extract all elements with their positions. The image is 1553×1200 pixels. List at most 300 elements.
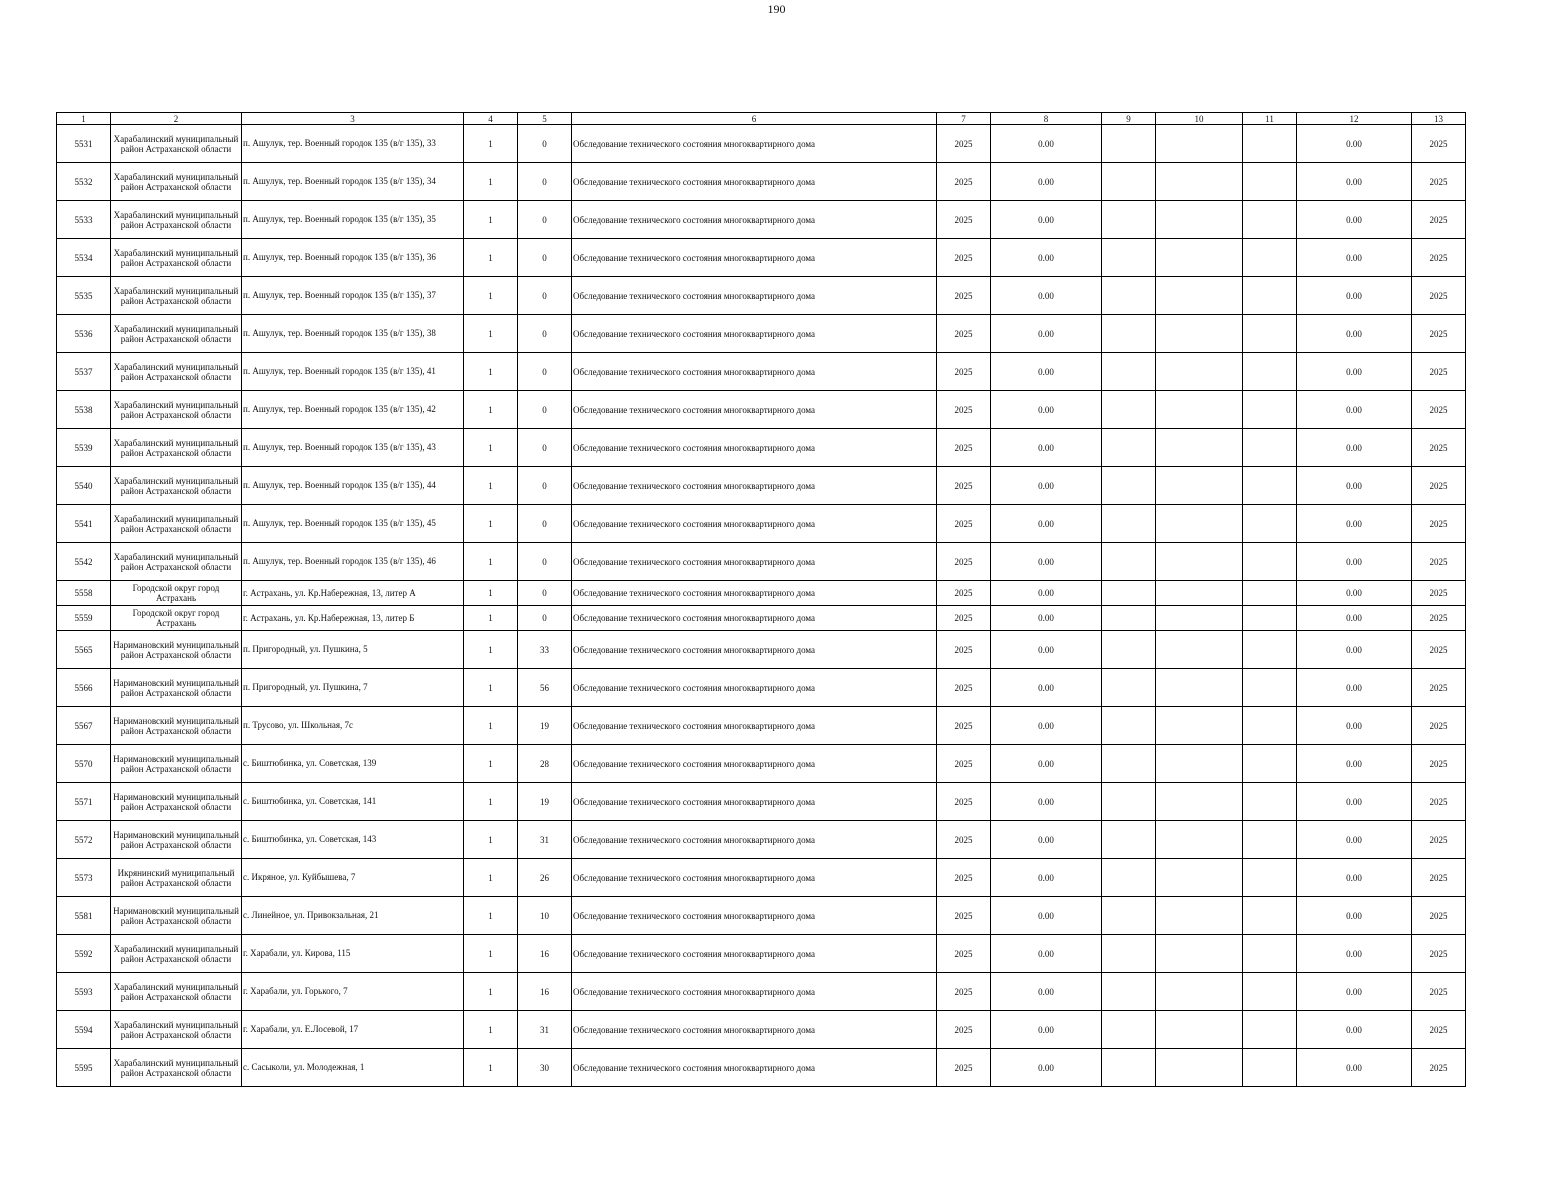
cell-col12: 0.00 — [1297, 315, 1412, 353]
cell-col4: 1 — [464, 606, 518, 631]
cell-col5: 56 — [518, 669, 572, 707]
district: Харабалинский муниципальный район Астраханской области — [111, 201, 242, 239]
row-id: 5595 — [57, 1049, 111, 1087]
work-type: Обследование технического состояния многоквартирного дома — [572, 897, 937, 935]
district: Харабалинский муниципальный район Астраханской области — [111, 239, 242, 277]
cell-col9 — [1102, 391, 1156, 429]
cell-col5: 0 — [518, 467, 572, 505]
cell-col10 — [1156, 1011, 1243, 1049]
address: г. Харабали, ул. Горького, 7 — [242, 973, 464, 1011]
cost: 0.00 — [991, 429, 1102, 467]
cell-col10 — [1156, 505, 1243, 543]
table-row — [57, 1011, 1466, 1049]
year: 2025 — [937, 821, 991, 859]
cell-col5: 0 — [518, 429, 572, 467]
district: Харабалинский муниципальный район Астраханской области — [111, 163, 242, 201]
cell-col10 — [1156, 277, 1243, 315]
table-row — [57, 277, 1466, 315]
address: с. Икряное, ул. Куйбышева, 7 — [242, 859, 464, 897]
cost: 0.00 — [991, 935, 1102, 973]
cell-col12: 0.00 — [1297, 125, 1412, 163]
row-id: 5537 — [57, 353, 111, 391]
table-row — [57, 973, 1466, 1011]
cell-col11 — [1243, 239, 1297, 277]
row-id: 5572 — [57, 821, 111, 859]
district: Харабалинский муниципальный район Астраханской области — [111, 1011, 242, 1049]
cell-col13: 2025 — [1412, 125, 1466, 163]
cell-col5: 0 — [518, 353, 572, 391]
year: 2025 — [937, 859, 991, 897]
address: п. Пригородный, ул. Пушкина, 7 — [242, 669, 464, 707]
cell-col13: 2025 — [1412, 973, 1466, 1011]
cell-col5: 31 — [518, 821, 572, 859]
district: Харабалинский муниципальный район Астраханской области — [111, 973, 242, 1011]
cell-col4: 1 — [464, 125, 518, 163]
cell-col5: 19 — [518, 707, 572, 745]
district: Харабалинский муниципальный район Астраханской области — [111, 315, 242, 353]
row-id: 5531 — [57, 125, 111, 163]
cell-col9 — [1102, 631, 1156, 669]
cell-col4: 1 — [464, 467, 518, 505]
district: Наримановский муниципальный район Астраханской области — [111, 707, 242, 745]
cell-col12: 0.00 — [1297, 543, 1412, 581]
district: Харабалинский муниципальный район Астраханской области — [111, 935, 242, 973]
table-row — [57, 707, 1466, 745]
table-row — [57, 505, 1466, 543]
row-id: 5559 — [57, 606, 111, 631]
cost: 0.00 — [991, 467, 1102, 505]
work-type: Обследование технического состояния многоквартирного дома — [572, 201, 937, 239]
table-row — [57, 1049, 1466, 1087]
address: п. Трусово, ул. Школьная, 7с — [242, 707, 464, 745]
column-header: 2 — [111, 113, 242, 125]
work-type: Обследование технического состояния многоквартирного дома — [572, 125, 937, 163]
cell-col13: 2025 — [1412, 821, 1466, 859]
cell-col11 — [1243, 631, 1297, 669]
cell-col5: 0 — [518, 239, 572, 277]
cell-col12: 0.00 — [1297, 745, 1412, 783]
district: Городской округ город Астрахань — [111, 606, 242, 631]
cell-col13: 2025 — [1412, 315, 1466, 353]
row-id: 5581 — [57, 897, 111, 935]
cell-col9 — [1102, 606, 1156, 631]
year: 2025 — [937, 239, 991, 277]
address: п. Ашулук, тер. Военный городок 135 (в/г 135), 43 — [242, 429, 464, 467]
column-header: 4 — [464, 113, 518, 125]
cost: 0.00 — [991, 1011, 1102, 1049]
cell-col4: 1 — [464, 897, 518, 935]
year: 2025 — [937, 606, 991, 631]
column-header: 3 — [242, 113, 464, 125]
cell-col13: 2025 — [1412, 239, 1466, 277]
cell-col13: 2025 — [1412, 631, 1466, 669]
cell-col4: 1 — [464, 707, 518, 745]
cost: 0.00 — [991, 821, 1102, 859]
cost: 0.00 — [991, 163, 1102, 201]
cost: 0.00 — [991, 315, 1102, 353]
cell-col9 — [1102, 821, 1156, 859]
address: п. Ашулук, тер. Военный городок 135 (в/г 135), 33 — [242, 125, 464, 163]
cell-col10 — [1156, 606, 1243, 631]
table-row — [57, 201, 1466, 239]
cost: 0.00 — [991, 201, 1102, 239]
column-header: 13 — [1412, 113, 1466, 125]
cell-col10 — [1156, 201, 1243, 239]
cell-col13: 2025 — [1412, 897, 1466, 935]
work-type: Обследование технического состояния многоквартирного дома — [572, 505, 937, 543]
cell-col11 — [1243, 353, 1297, 391]
cell-col10 — [1156, 973, 1243, 1011]
cell-col4: 1 — [464, 239, 518, 277]
year: 2025 — [937, 1011, 991, 1049]
cell-col10 — [1156, 631, 1243, 669]
work-type: Обследование технического состояния многоквартирного дома — [572, 391, 937, 429]
table-row — [57, 315, 1466, 353]
cell-col11 — [1243, 125, 1297, 163]
cell-col11 — [1243, 163, 1297, 201]
row-id: 5541 — [57, 505, 111, 543]
cell-col11 — [1243, 467, 1297, 505]
column-header: 6 — [572, 113, 937, 125]
cell-col13: 2025 — [1412, 353, 1466, 391]
cell-col13: 2025 — [1412, 669, 1466, 707]
cell-col13: 2025 — [1412, 707, 1466, 745]
work-type: Обследование технического состояния многоквартирного дома — [572, 277, 937, 315]
work-type: Обследование технического состояния многоквартирного дома — [572, 973, 937, 1011]
district: Харабалинский муниципальный район Астраханской области — [111, 1049, 242, 1087]
cell-col4: 1 — [464, 1049, 518, 1087]
cell-col5: 10 — [518, 897, 572, 935]
address: с. Биштюбинка, ул. Советская, 141 — [242, 783, 464, 821]
cell-col13: 2025 — [1412, 201, 1466, 239]
row-id: 5571 — [57, 783, 111, 821]
year: 2025 — [937, 897, 991, 935]
district: Харабалинский муниципальный район Астраханской области — [111, 353, 242, 391]
row-id: 5570 — [57, 745, 111, 783]
cell-col9 — [1102, 935, 1156, 973]
cost: 0.00 — [991, 505, 1102, 543]
address: п. Ашулук, тер. Военный городок 135 (в/г 135), 44 — [242, 467, 464, 505]
cell-col9 — [1102, 707, 1156, 745]
cost: 0.00 — [991, 353, 1102, 391]
cell-col9 — [1102, 429, 1156, 467]
cost: 0.00 — [991, 581, 1102, 606]
cell-col5: 33 — [518, 631, 572, 669]
cell-col9 — [1102, 353, 1156, 391]
address: п. Ашулук, тер. Военный городок 135 (в/г 135), 45 — [242, 505, 464, 543]
year: 2025 — [937, 505, 991, 543]
table-row — [57, 429, 1466, 467]
cell-col5: 0 — [518, 606, 572, 631]
cell-col10 — [1156, 707, 1243, 745]
cell-col12: 0.00 — [1297, 859, 1412, 897]
cost: 0.00 — [991, 125, 1102, 163]
cost: 0.00 — [991, 543, 1102, 581]
cell-col10 — [1156, 125, 1243, 163]
work-type: Обследование технического состояния многоквартирного дома — [572, 783, 937, 821]
cost: 0.00 — [991, 745, 1102, 783]
year: 2025 — [937, 783, 991, 821]
cell-col4: 1 — [464, 543, 518, 581]
row-id: 5566 — [57, 669, 111, 707]
table-row — [57, 581, 1466, 606]
column-header: 1 — [57, 113, 111, 125]
cell-col13: 2025 — [1412, 277, 1466, 315]
cell-col10 — [1156, 1049, 1243, 1087]
cell-col11 — [1243, 581, 1297, 606]
address: с. Биштюбинка, ул. Советская, 139 — [242, 745, 464, 783]
row-id: 5542 — [57, 543, 111, 581]
address: с. Сасыколи, ул. Молодежная, 1 — [242, 1049, 464, 1087]
table-row — [57, 783, 1466, 821]
cell-col4: 1 — [464, 429, 518, 467]
cell-col12: 0.00 — [1297, 1049, 1412, 1087]
page-number: 190 — [767, 2, 786, 16]
year: 2025 — [937, 277, 991, 315]
cell-col10 — [1156, 821, 1243, 859]
cell-col4: 1 — [464, 935, 518, 973]
year: 2025 — [937, 391, 991, 429]
cell-col9 — [1102, 315, 1156, 353]
cell-col10 — [1156, 315, 1243, 353]
cell-col13: 2025 — [1412, 783, 1466, 821]
address: с. Линейное, ул. Привокзальная, 21 — [242, 897, 464, 935]
cell-col11 — [1243, 277, 1297, 315]
cell-col13: 2025 — [1412, 1049, 1466, 1087]
cell-col9 — [1102, 467, 1156, 505]
cost: 0.00 — [991, 973, 1102, 1011]
cell-col12: 0.00 — [1297, 353, 1412, 391]
cell-col5: 0 — [518, 505, 572, 543]
table-row — [57, 606, 1466, 631]
cell-col5: 30 — [518, 1049, 572, 1087]
cell-col11 — [1243, 505, 1297, 543]
cell-col13: 2025 — [1412, 581, 1466, 606]
row-id: 5533 — [57, 201, 111, 239]
address: п. Ашулук, тер. Военный городок 135 (в/г 135), 42 — [242, 391, 464, 429]
district: Городской округ город Астрахань — [111, 581, 242, 606]
district: Харабалинский муниципальный район Астраханской области — [111, 125, 242, 163]
cell-col5: 0 — [518, 163, 572, 201]
district: Наримановский муниципальный район Астраханской области — [111, 631, 242, 669]
cell-col11 — [1243, 606, 1297, 631]
year: 2025 — [937, 631, 991, 669]
column-header: 12 — [1297, 113, 1412, 125]
cell-col4: 1 — [464, 353, 518, 391]
cell-col9 — [1102, 125, 1156, 163]
cost: 0.00 — [991, 783, 1102, 821]
housing-register-table — [56, 112, 1466, 1087]
work-type: Обследование технического состояния многоквартирного дома — [572, 1049, 937, 1087]
row-id: 5540 — [57, 467, 111, 505]
cell-col9 — [1102, 239, 1156, 277]
cell-col12: 0.00 — [1297, 973, 1412, 1011]
cell-col13: 2025 — [1412, 745, 1466, 783]
cell-col10 — [1156, 163, 1243, 201]
row-id: 5536 — [57, 315, 111, 353]
cost: 0.00 — [991, 707, 1102, 745]
row-id: 5592 — [57, 935, 111, 973]
cell-col11 — [1243, 821, 1297, 859]
cell-col13: 2025 — [1412, 935, 1466, 973]
cell-col4: 1 — [464, 277, 518, 315]
cell-col5: 0 — [518, 277, 572, 315]
cell-col5: 0 — [518, 201, 572, 239]
cell-col12: 0.00 — [1297, 391, 1412, 429]
cell-col4: 1 — [464, 201, 518, 239]
address: п. Ашулук, тер. Военный городок 135 (в/г 135), 38 — [242, 315, 464, 353]
table-row — [57, 669, 1466, 707]
cell-col10 — [1156, 467, 1243, 505]
work-type: Обследование технического состояния многоквартирного дома — [572, 821, 937, 859]
work-type: Обследование технического состояния многоквартирного дома — [572, 239, 937, 277]
cell-col13: 2025 — [1412, 606, 1466, 631]
cell-col9 — [1102, 505, 1156, 543]
cell-col4: 1 — [464, 505, 518, 543]
column-header: 8 — [991, 113, 1102, 125]
cell-col13: 2025 — [1412, 859, 1466, 897]
cell-col4: 1 — [464, 669, 518, 707]
district: Харабалинский муниципальный район Астраханской области — [111, 543, 242, 581]
row-id: 5594 — [57, 1011, 111, 1049]
cell-col11 — [1243, 543, 1297, 581]
cell-col10 — [1156, 543, 1243, 581]
cell-col5: 0 — [518, 391, 572, 429]
cell-col11 — [1243, 745, 1297, 783]
year: 2025 — [937, 429, 991, 467]
year: 2025 — [937, 163, 991, 201]
work-type: Обследование технического состояния многоквартирного дома — [572, 315, 937, 353]
row-id: 5538 — [57, 391, 111, 429]
cell-col11 — [1243, 973, 1297, 1011]
cost: 0.00 — [991, 631, 1102, 669]
cell-col12: 0.00 — [1297, 783, 1412, 821]
cell-col12: 0.00 — [1297, 201, 1412, 239]
work-type: Обследование технического состояния многоквартирного дома — [572, 631, 937, 669]
cell-col12: 0.00 — [1297, 505, 1412, 543]
cell-col10 — [1156, 581, 1243, 606]
cell-col5: 19 — [518, 783, 572, 821]
table-row — [57, 163, 1466, 201]
cell-col9 — [1102, 669, 1156, 707]
cost: 0.00 — [991, 897, 1102, 935]
cell-col13: 2025 — [1412, 391, 1466, 429]
cell-col11 — [1243, 669, 1297, 707]
district: Харабалинский муниципальный район Астраханской области — [111, 429, 242, 467]
cell-col13: 2025 — [1412, 1011, 1466, 1049]
table-row — [57, 859, 1466, 897]
table-row — [57, 391, 1466, 429]
column-header: 7 — [937, 113, 991, 125]
cell-col13: 2025 — [1412, 429, 1466, 467]
cell-col12: 0.00 — [1297, 821, 1412, 859]
cell-col5: 0 — [518, 315, 572, 353]
row-id: 5534 — [57, 239, 111, 277]
cell-col10 — [1156, 897, 1243, 935]
cell-col9 — [1102, 973, 1156, 1011]
cell-col5: 0 — [518, 581, 572, 606]
year: 2025 — [937, 1049, 991, 1087]
cell-col12: 0.00 — [1297, 163, 1412, 201]
work-type: Обследование технического состояния многоквартирного дома — [572, 859, 937, 897]
table-row — [57, 897, 1466, 935]
work-type: Обследование технического состояния многоквартирного дома — [572, 429, 937, 467]
cell-col11 — [1243, 429, 1297, 467]
cell-col9 — [1102, 859, 1156, 897]
cell-col12: 0.00 — [1297, 669, 1412, 707]
cell-col4: 1 — [464, 391, 518, 429]
address: г. Харабали, ул. Е.Лосевой, 17 — [242, 1011, 464, 1049]
work-type: Обследование технического состояния многоквартирного дома — [572, 163, 937, 201]
address: п. Ашулук, тер. Военный городок 135 (в/г 135), 46 — [242, 543, 464, 581]
table-row — [57, 125, 1466, 163]
cost: 0.00 — [991, 606, 1102, 631]
year: 2025 — [937, 543, 991, 581]
cell-col11 — [1243, 1049, 1297, 1087]
cell-col13: 2025 — [1412, 467, 1466, 505]
year: 2025 — [937, 467, 991, 505]
table-row — [57, 353, 1466, 391]
cost: 0.00 — [991, 669, 1102, 707]
column-header: 5 — [518, 113, 572, 125]
column-header: 11 — [1243, 113, 1297, 125]
address: г. Харабали, ул. Кирова, 115 — [242, 935, 464, 973]
row-id: 5565 — [57, 631, 111, 669]
cell-col12: 0.00 — [1297, 239, 1412, 277]
cell-col12: 0.00 — [1297, 897, 1412, 935]
cell-col4: 1 — [464, 163, 518, 201]
address: п. Ашулук, тер. Военный городок 135 (в/г 135), 36 — [242, 239, 464, 277]
cell-col9 — [1102, 1049, 1156, 1087]
district: Харабалинский муниципальный район Астраханской области — [111, 391, 242, 429]
cell-col5: 26 — [518, 859, 572, 897]
address: п. Ашулук, тер. Военный городок 135 (в/г 135), 37 — [242, 277, 464, 315]
table-row — [57, 821, 1466, 859]
cell-col10 — [1156, 353, 1243, 391]
cell-col10 — [1156, 783, 1243, 821]
work-type: Обследование технического состояния многоквартирного дома — [572, 606, 937, 631]
table-row — [57, 631, 1466, 669]
address: п. Ашулук, тер. Военный городок 135 (в/г 135), 41 — [242, 353, 464, 391]
cell-col11 — [1243, 707, 1297, 745]
cell-col10 — [1156, 239, 1243, 277]
table-body — [57, 125, 1466, 1087]
cell-col12: 0.00 — [1297, 581, 1412, 606]
cell-col11 — [1243, 897, 1297, 935]
column-number-row — [57, 113, 1466, 125]
cell-col12: 0.00 — [1297, 707, 1412, 745]
year: 2025 — [937, 353, 991, 391]
address: п. Ашулук, тер. Военный городок 135 (в/г 135), 35 — [242, 201, 464, 239]
cell-col4: 1 — [464, 315, 518, 353]
table-row — [57, 467, 1466, 505]
cell-col11 — [1243, 315, 1297, 353]
row-id: 5593 — [57, 973, 111, 1011]
cell-col11 — [1243, 783, 1297, 821]
row-id: 5573 — [57, 859, 111, 897]
year: 2025 — [937, 581, 991, 606]
cell-col9 — [1102, 783, 1156, 821]
cell-col4: 1 — [464, 859, 518, 897]
cell-col4: 1 — [464, 631, 518, 669]
cell-col11 — [1243, 391, 1297, 429]
cell-col10 — [1156, 669, 1243, 707]
district: Харабалинский муниципальный район Астраханской области — [111, 467, 242, 505]
cell-col11 — [1243, 201, 1297, 239]
cell-col5: 16 — [518, 935, 572, 973]
cell-col10 — [1156, 745, 1243, 783]
district: Харабалинский муниципальный район Астраханской области — [111, 505, 242, 543]
